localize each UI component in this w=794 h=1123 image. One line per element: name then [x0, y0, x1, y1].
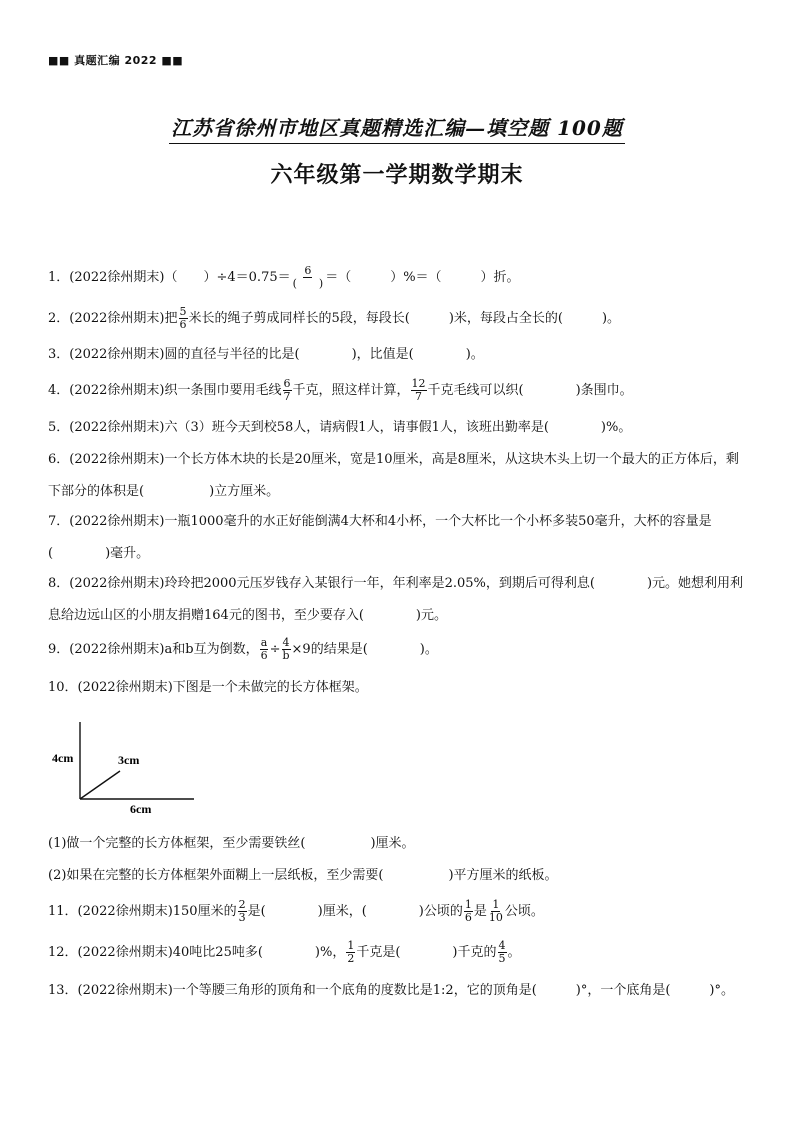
q2-text-a: 2．(2022徐州期末)把 — [48, 311, 178, 326]
q4-text-a: 4．(2022徐州期末)织一条围巾要用毛线 — [48, 383, 282, 398]
q1-fraction-num: 6 — [304, 264, 312, 277]
q2-text-b: 米长的绳子剪成同样长的5段，每段长( )米，每段占全长的( )。 — [188, 311, 621, 326]
q9-fraction-1 — [260, 637, 269, 662]
q12-fraction-2 — [498, 940, 507, 965]
q11-fraction-1 — [238, 899, 247, 924]
q9-text-a: 9．(2022徐州期末)a和b互为倒数， — [48, 642, 259, 657]
q4-fraction-1-den: 7 — [283, 390, 291, 403]
q9-fraction-1-den: 6 — [260, 649, 268, 662]
question-8: 8．(2022徐州期末)玲玲把2000元压岁钱存入某银行一年，年利率是2.05%，到期后可得利息( )元。她想利用利息给边远山区的小朋友捐赠164元的图书，至少要存入( )元。 — [48, 576, 744, 623]
q9-fraction-2-den: b — [282, 649, 290, 662]
q9-operator: ÷ — [269, 642, 281, 657]
question-9 — [48, 634, 438, 666]
q11-text-a: 11．(2022徐州期末)150厘米的 — [48, 904, 237, 919]
q4-fraction-1-num: 6 — [283, 377, 291, 390]
q1-text-a: 1．(2022徐州期末)（ ）÷4＝0.75＝ — [48, 270, 291, 285]
question-2 — [48, 303, 620, 335]
question-5: 5．(2022徐州期末)六（3）班今天到校58人，请病假1人，请事假1人，该班出勤率是( )%。 — [48, 420, 632, 435]
q11-fraction-3-num: 1 — [492, 898, 500, 911]
q11-fraction-1-den: 3 — [238, 911, 246, 924]
question-10-part-1: (1)做一个完整的长方体框架，至少需要铁丝( )厘米。 — [48, 836, 415, 851]
header-tag: ■■ 真题汇编 2022 ■■ — [48, 54, 184, 67]
q11-fraction-3 — [488, 899, 504, 924]
q4-fraction-2-num: 12 — [411, 377, 426, 390]
q4-text-b: 千克，照这样计算， — [292, 383, 410, 398]
q11-fraction-3-den: 10 — [488, 911, 503, 924]
q11-fraction-2-num: 1 — [464, 898, 472, 911]
q2-fraction-den: 6 — [179, 318, 187, 331]
q9-fraction-2 — [281, 637, 290, 662]
document-subtitle: 六年级第一学期数学期末 — [270, 162, 524, 188]
question-13: 13．(2022徐州期末)一个等腰三角形的顶角和一个底角的度数比是1:2，它的顶角是( )°，一个底角是( )°。 — [48, 983, 734, 998]
cuboid-frame-diagram — [48, 718, 208, 818]
q12-text-c: 。 — [507, 945, 521, 960]
q11-text-c: 是 — [473, 904, 487, 919]
height-label: 4cm — [52, 751, 74, 765]
q2-fraction-num: 5 — [179, 305, 187, 318]
q4-fraction-2-den: 7 — [415, 390, 423, 403]
q9-text-b: ×9的结果是( )。 — [291, 642, 438, 657]
q11-text-d: 公顷。 — [504, 904, 544, 919]
q12-fraction-1-den: 2 — [347, 952, 355, 965]
q1-fraction-den: ( ) — [292, 277, 324, 290]
q12-text-b: 千克是( )千克的 — [356, 945, 497, 960]
question-10-part-2: (2)如果在完整的长方体框架外面糊上一层纸板，至少需要( )平方厘米的纸板。 — [48, 868, 558, 883]
q11-text-b: 是( )厘米，( )公顷的 — [247, 904, 463, 919]
q12-fraction-1-num: 1 — [347, 939, 355, 952]
q4-text-c: 千克毛线可以织( )条围巾。 — [427, 383, 633, 398]
question-12 — [48, 937, 521, 969]
q2-fraction — [179, 306, 188, 331]
q1-text-b: ＝（ ）%＝（ ）折。 — [325, 270, 520, 285]
q12-text-a: 12．(2022徐州期末)40吨比25吨多( )%， — [48, 945, 346, 960]
length-label: 6cm — [130, 802, 152, 816]
question-3: 3．(2022徐州期末)圆的直径与半径的比是( )，比值是( )。 — [48, 347, 484, 362]
question-1 — [48, 262, 520, 294]
document-title: 江苏省徐州市地区真题精选汇编—填空题 100题 — [169, 112, 625, 144]
q4-fraction-2 — [411, 378, 427, 403]
q11-fraction-1-num: 2 — [238, 898, 246, 911]
q4-fraction-1 — [283, 378, 292, 403]
document-title-wrap — [0, 112, 794, 144]
depth-edge — [80, 771, 120, 799]
question-11 — [48, 896, 544, 928]
question-4 — [48, 375, 633, 407]
q11-fraction-2-den: 6 — [464, 911, 472, 924]
q12-fraction-1 — [346, 940, 355, 965]
q12-fraction-2-den: 5 — [498, 952, 506, 965]
question-6: 6．(2022徐州期末)一个长方体木块的长是20厘米，宽是10厘米，高是8厘米，从这块木头上切一个最大的正方体后，剩下部分的体积是( )立方厘米。 — [48, 452, 739, 499]
q11-fraction-2 — [464, 899, 473, 924]
q12-fraction-2-num: 4 — [498, 939, 506, 952]
q9-fraction-1-num: a — [260, 636, 268, 649]
depth-label: 3cm — [118, 753, 140, 767]
q1-fraction — [292, 265, 325, 290]
question-7: 7．(2022徐州期末)一瓶1000毫升的水正好能倒满4大杯和4小杯，一个大杯比一个小杯多装50毫升，大杯的容量是( )毫升。 — [48, 514, 712, 561]
q9-fraction-2-num: 4 — [282, 636, 290, 649]
question-10: 10．(2022徐州期末)下图是一个未做完的长方体框架。 — [48, 680, 368, 695]
